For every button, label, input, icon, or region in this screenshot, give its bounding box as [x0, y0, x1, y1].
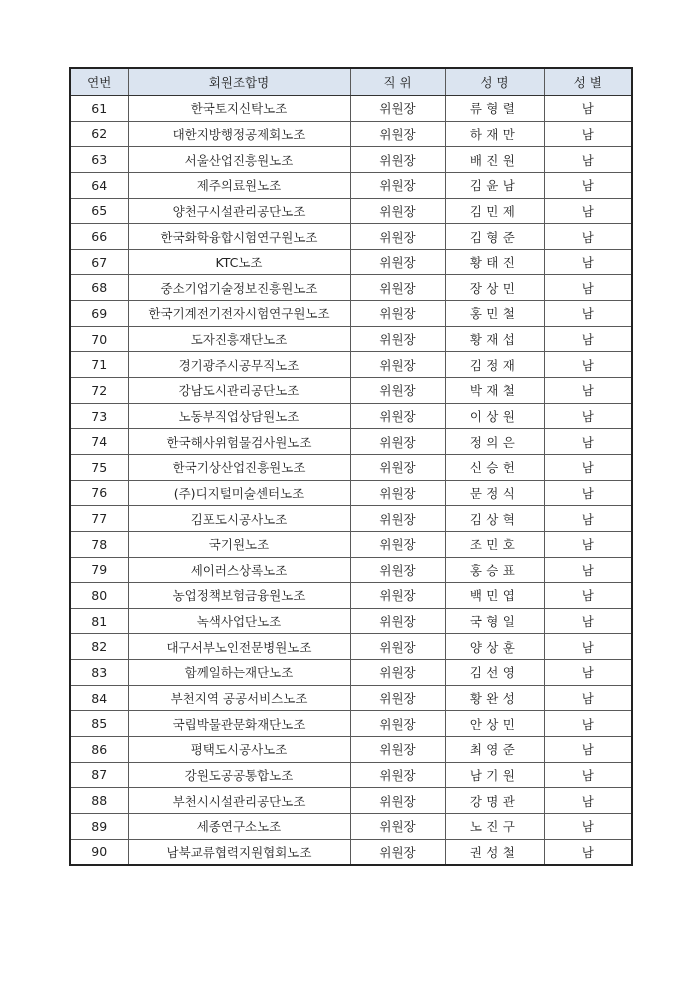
cell-position: 위원장	[350, 634, 445, 660]
cell-union: 양천구시설관리공단노조	[128, 198, 350, 224]
cell-position: 위원장	[350, 403, 445, 429]
cell-sex: 남	[544, 608, 632, 634]
cell-sex: 남	[544, 762, 632, 788]
header-name: 성 명	[445, 68, 544, 96]
cell-no: 61	[70, 96, 128, 122]
cell-union: 대구서부노인전문병원노조	[128, 634, 350, 660]
cell-sex: 남	[544, 660, 632, 686]
header-sex: 성 별	[544, 68, 632, 96]
cell-position: 위원장	[350, 737, 445, 763]
cell-no: 86	[70, 737, 128, 763]
cell-name: 홍민철	[445, 301, 544, 327]
cell-union: 국기원노조	[128, 531, 350, 557]
cell-name: 박재철	[445, 378, 544, 404]
cell-no: 78	[70, 531, 128, 557]
cell-name: 김윤남	[445, 172, 544, 198]
table-row	[70, 352, 632, 378]
cell-position: 위원장	[350, 813, 445, 839]
cell-name: 이상원	[445, 403, 544, 429]
cell-sex: 남	[544, 121, 632, 147]
cell-position: 위원장	[350, 660, 445, 686]
table-row	[70, 326, 632, 352]
cell-union: 부천지역 공공서비스노조	[128, 685, 350, 711]
cell-position: 위원장	[350, 711, 445, 737]
cell-sex: 남	[544, 583, 632, 609]
cell-position: 위원장	[350, 121, 445, 147]
cell-no: 71	[70, 352, 128, 378]
cell-no: 64	[70, 172, 128, 198]
cell-position: 위원장	[350, 198, 445, 224]
header-union: 회원조합명	[128, 68, 350, 96]
cell-union: 세이러스상록노조	[128, 557, 350, 583]
cell-no: 72	[70, 378, 128, 404]
cell-position: 위원장	[350, 96, 445, 122]
cell-name: 장상민	[445, 275, 544, 301]
cell-sex: 남	[544, 326, 632, 352]
table-row	[70, 454, 632, 480]
cell-name: 김선영	[445, 660, 544, 686]
cell-position: 위원장	[350, 326, 445, 352]
table-row	[70, 711, 632, 737]
table-row	[70, 121, 632, 147]
table-row	[70, 506, 632, 532]
cell-sex: 남	[544, 96, 632, 122]
cell-union: 중소기업기술정보진흥원노조	[128, 275, 350, 301]
cell-name: 김상혁	[445, 506, 544, 532]
cell-position: 위원장	[350, 147, 445, 173]
cell-no: 88	[70, 788, 128, 814]
table-row	[70, 480, 632, 506]
cell-name: 신승헌	[445, 454, 544, 480]
table-row	[70, 301, 632, 327]
table-row	[70, 403, 632, 429]
cell-name: 류형렬	[445, 96, 544, 122]
cell-position: 위원장	[350, 352, 445, 378]
cell-union: 세종연구소노조	[128, 813, 350, 839]
cell-name: 홍승표	[445, 557, 544, 583]
cell-union: 한국기상산업진흥원노조	[128, 454, 350, 480]
cell-sex: 남	[544, 301, 632, 327]
table-row	[70, 378, 632, 404]
cell-name: 김정재	[445, 352, 544, 378]
cell-position: 위원장	[350, 762, 445, 788]
cell-no: 89	[70, 813, 128, 839]
header-position: 직 위	[350, 68, 445, 96]
cell-union: 강남도시관리공단노조	[128, 378, 350, 404]
cell-sex: 남	[544, 813, 632, 839]
union-roster-table	[69, 67, 633, 866]
cell-name: 국형일	[445, 608, 544, 634]
cell-no: 83	[70, 660, 128, 686]
cell-union: 대한지방행정공제회노조	[128, 121, 350, 147]
cell-no: 66	[70, 224, 128, 250]
cell-no: 63	[70, 147, 128, 173]
cell-union: 국립박물관문화재단노조	[128, 711, 350, 737]
cell-union: (주)디지털미술센터노조	[128, 480, 350, 506]
cell-no: 84	[70, 685, 128, 711]
cell-name: 강명관	[445, 788, 544, 814]
table-row	[70, 608, 632, 634]
cell-name: 남기원	[445, 762, 544, 788]
cell-union: 평택도시공사노조	[128, 737, 350, 763]
cell-no: 85	[70, 711, 128, 737]
table-row	[70, 813, 632, 839]
cell-no: 81	[70, 608, 128, 634]
cell-union: 부천시시설관리공단노조	[128, 788, 350, 814]
cell-name: 정의은	[445, 429, 544, 455]
cell-no: 68	[70, 275, 128, 301]
cell-no: 76	[70, 480, 128, 506]
table-row	[70, 275, 632, 301]
cell-name: 하재만	[445, 121, 544, 147]
cell-union: 김포도시공사노조	[128, 506, 350, 532]
cell-position: 위원장	[350, 685, 445, 711]
cell-sex: 남	[544, 634, 632, 660]
cell-sex: 남	[544, 172, 632, 198]
cell-no: 90	[70, 839, 128, 865]
cell-no: 62	[70, 121, 128, 147]
cell-union: 제주의료원노조	[128, 172, 350, 198]
cell-position: 위원장	[350, 249, 445, 275]
cell-name: 배진원	[445, 147, 544, 173]
cell-position: 위원장	[350, 172, 445, 198]
cell-no: 67	[70, 249, 128, 275]
cell-sex: 남	[544, 531, 632, 557]
cell-no: 80	[70, 583, 128, 609]
cell-name: 백민엽	[445, 583, 544, 609]
cell-name: 황완성	[445, 685, 544, 711]
cell-no: 75	[70, 454, 128, 480]
table-row	[70, 788, 632, 814]
table-row	[70, 96, 632, 122]
cell-sex: 남	[544, 506, 632, 532]
cell-sex: 남	[544, 480, 632, 506]
cell-position: 위원장	[350, 429, 445, 455]
cell-union: 노동부직업상담원노조	[128, 403, 350, 429]
cell-union: 한국기계전기전자시험연구원노조	[128, 301, 350, 327]
cell-name: 김민제	[445, 198, 544, 224]
table-row	[70, 660, 632, 686]
cell-union: 서울산업진흥원노조	[128, 147, 350, 173]
cell-no: 65	[70, 198, 128, 224]
cell-name: 문정식	[445, 480, 544, 506]
cell-sex: 남	[544, 224, 632, 250]
cell-sex: 남	[544, 403, 632, 429]
cell-union: 한국토지신탁노조	[128, 96, 350, 122]
table-row	[70, 762, 632, 788]
cell-position: 위원장	[350, 301, 445, 327]
cell-no: 77	[70, 506, 128, 532]
cell-union: 한국화학융합시험연구원노조	[128, 224, 350, 250]
cell-no: 82	[70, 634, 128, 660]
cell-sex: 남	[544, 249, 632, 275]
table-row	[70, 839, 632, 865]
cell-position: 위원장	[350, 480, 445, 506]
cell-position: 위원장	[350, 506, 445, 532]
table-header	[70, 68, 632, 96]
table-row	[70, 249, 632, 275]
table-row	[70, 429, 632, 455]
cell-no: 79	[70, 557, 128, 583]
cell-no: 87	[70, 762, 128, 788]
cell-sex: 남	[544, 429, 632, 455]
table-row	[70, 198, 632, 224]
cell-sex: 남	[544, 275, 632, 301]
table-body	[70, 96, 632, 866]
cell-sex: 남	[544, 352, 632, 378]
cell-sex: 남	[544, 839, 632, 865]
cell-union: 함께일하는재단노조	[128, 660, 350, 686]
cell-position: 위원장	[350, 454, 445, 480]
table-row	[70, 737, 632, 763]
cell-position: 위원장	[350, 275, 445, 301]
cell-sex: 남	[544, 147, 632, 173]
cell-sex: 남	[544, 737, 632, 763]
cell-name: 황태진	[445, 249, 544, 275]
cell-sex: 남	[544, 454, 632, 480]
table-row	[70, 557, 632, 583]
table-row	[70, 531, 632, 557]
cell-sex: 남	[544, 711, 632, 737]
cell-name: 노진구	[445, 813, 544, 839]
cell-position: 위원장	[350, 224, 445, 250]
cell-union: 한국해사위험물검사원노조	[128, 429, 350, 455]
cell-union: 농업정책보험금융원노조	[128, 583, 350, 609]
cell-name: 최영준	[445, 737, 544, 763]
cell-position: 위원장	[350, 531, 445, 557]
cell-no: 73	[70, 403, 128, 429]
cell-no: 74	[70, 429, 128, 455]
table-row	[70, 172, 632, 198]
table-row	[70, 583, 632, 609]
cell-no: 70	[70, 326, 128, 352]
cell-position: 위원장	[350, 608, 445, 634]
cell-union: KTC노조	[128, 249, 350, 275]
table-row	[70, 634, 632, 660]
cell-name: 양상훈	[445, 634, 544, 660]
cell-position: 위원장	[350, 583, 445, 609]
cell-union: 경기광주시공무직노조	[128, 352, 350, 378]
header-row	[70, 68, 632, 96]
table-row	[70, 685, 632, 711]
cell-name: 조민호	[445, 531, 544, 557]
cell-union: 남북교류협력지원협회노조	[128, 839, 350, 865]
cell-position: 위원장	[350, 557, 445, 583]
cell-sex: 남	[544, 557, 632, 583]
table-row	[70, 224, 632, 250]
cell-sex: 남	[544, 685, 632, 711]
cell-sex: 남	[544, 788, 632, 814]
cell-name: 황재섭	[445, 326, 544, 352]
cell-sex: 남	[544, 378, 632, 404]
header-no: 연번	[70, 68, 128, 96]
table-row	[70, 147, 632, 173]
cell-union: 도자진흥재단노조	[128, 326, 350, 352]
cell-union: 강원도공공통합노조	[128, 762, 350, 788]
cell-name: 김형준	[445, 224, 544, 250]
cell-no: 69	[70, 301, 128, 327]
cell-position: 위원장	[350, 788, 445, 814]
cell-position: 위원장	[350, 378, 445, 404]
cell-union: 녹색사업단노조	[128, 608, 350, 634]
cell-position: 위원장	[350, 839, 445, 865]
cell-name: 권성철	[445, 839, 544, 865]
cell-sex: 남	[544, 198, 632, 224]
cell-name: 안상민	[445, 711, 544, 737]
